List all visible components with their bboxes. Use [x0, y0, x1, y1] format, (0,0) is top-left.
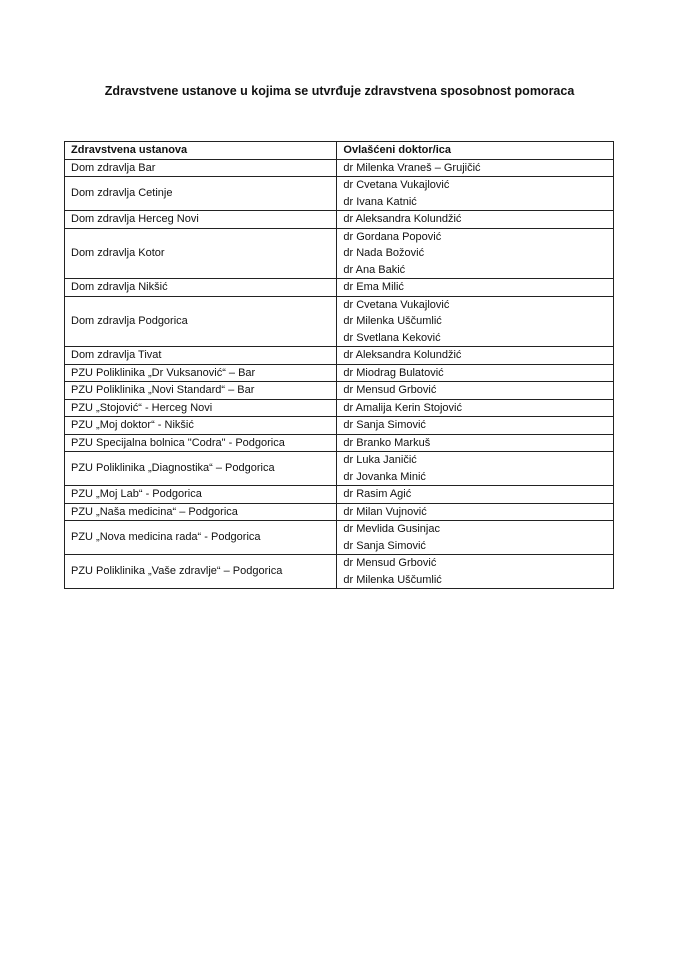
doctor-name: dr Milan Vujnović — [343, 505, 427, 518]
doctor-cell — [337, 503, 614, 521]
table-row — [65, 382, 614, 400]
institution-cell: Dom zdravlja Podgorica — [65, 296, 337, 347]
table-row — [65, 555, 614, 589]
doctor-cell — [337, 399, 614, 417]
institution-cell: Dom zdravlja Herceg Novi — [65, 211, 337, 229]
doctor-name: dr Sanja Simović — [343, 539, 426, 552]
institution-cell: Dom zdravlja Cetinje — [65, 177, 337, 211]
doctor-name: dr Luka Janičić — [343, 454, 417, 466]
doctor-name: dr Miodrag Bulatović — [343, 366, 444, 379]
table-row — [65, 159, 614, 177]
doctor-name: dr Milenka Uščumlić — [343, 573, 442, 586]
table-row — [65, 347, 614, 365]
institution-cell: PZU Poliklinika „Novi Standard“ – Bar — [65, 382, 337, 400]
doctor-name: dr Cvetana Vukajlović — [343, 298, 450, 311]
doctor-name: dr Sanja Simović — [343, 419, 426, 431]
table-row — [65, 417, 614, 435]
table-row — [65, 399, 614, 417]
institutions-table — [64, 141, 614, 589]
doctor-cell — [337, 486, 614, 504]
institution-cell: PZU Poliklinika „Vaše zdravlje“ – Podgorica — [65, 555, 337, 589]
header-doctor: Ovlašćeni doktor/ica — [337, 142, 614, 160]
table-row — [65, 228, 614, 279]
doctor-name: dr Aleksandra Kolundžić — [343, 349, 462, 361]
institution-cell: PZU „Moj Lab“ - Podgorica — [65, 486, 337, 504]
doctor-name: dr Svetlana Keković — [343, 331, 441, 344]
doctor-cell — [337, 347, 614, 365]
doctor-name: dr Cvetana Vukajlović — [343, 179, 450, 191]
doctor-name: dr Amalija Kerin Stojović — [343, 401, 462, 414]
doctor-cell — [337, 521, 614, 555]
doctor-cell — [337, 364, 614, 382]
doctor-name: dr Mensud Grbović — [343, 384, 437, 396]
doctor-cell — [337, 211, 614, 229]
doctor-cell — [337, 228, 614, 279]
table-row — [65, 486, 614, 504]
institution-cell: PZU „Naša medicina“ – Podgorica — [65, 503, 337, 521]
doctor-cell — [337, 555, 614, 589]
doctor-cell — [337, 159, 614, 177]
table-header-row — [65, 142, 614, 160]
doctor-cell — [337, 434, 614, 452]
doctor-name: dr Milenka Vraneš – Grujičić — [343, 161, 481, 174]
doctor-name: dr Milenka Uščumlić — [343, 315, 442, 327]
institution-cell: Dom zdravlja Bar — [65, 159, 337, 177]
doctor-name: dr Gordana Popović — [343, 230, 442, 243]
table-row — [65, 364, 614, 382]
institution-cell: Dom zdravlja Nikšić — [65, 279, 337, 297]
table-row — [65, 296, 614, 347]
doctor-cell — [337, 279, 614, 297]
institution-cell: PZU Poliklinika „Diagnostika“ – Podgorica — [65, 452, 337, 486]
institution-cell: Dom zdravlja Tivat — [65, 347, 337, 365]
doctor-name: dr Nada Božović — [343, 247, 425, 259]
table-row — [65, 434, 614, 452]
institution-cell: PZU „Moj doktor“ - Nikšić — [65, 417, 337, 435]
table-row — [65, 452, 614, 486]
institution-cell: PZU „Nova medicina rada“ - Podgorica — [65, 521, 337, 555]
institution-cell: Dom zdravlja Kotor — [65, 228, 337, 279]
doctor-cell — [337, 177, 614, 211]
doctor-name: dr Rasim Agić — [343, 488, 412, 500]
table-row — [65, 211, 614, 229]
table-row — [65, 279, 614, 297]
table-row — [65, 177, 614, 211]
doctor-cell — [337, 452, 614, 486]
institution-cell: PZU „Stojović“ - Herceg Novi — [65, 399, 337, 417]
doctor-name: dr Mevlida Gusinjac — [343, 523, 440, 535]
doctor-name: dr Ema Milić — [343, 281, 404, 293]
table-row — [65, 521, 614, 555]
doctor-cell — [337, 296, 614, 347]
header-institution: Zdravstvena ustanova — [65, 142, 337, 160]
doctor-cell — [337, 382, 614, 400]
table-body — [65, 159, 614, 589]
doctor-cell — [337, 417, 614, 435]
doctor-name: dr Aleksandra Kolundžić — [343, 213, 462, 225]
doctor-name: dr Jovanka Minić — [343, 470, 426, 483]
page-title: Zdravstvene ustanove u kojima se utvrđuje zdravstvena sposobnost pomoraca — [104, 84, 575, 98]
doctor-name: dr Ana Bakić — [343, 263, 406, 276]
institution-cell: PZU Poliklinika „Dr Vuksanović“ – Bar — [65, 364, 337, 382]
doctor-name: dr Mensud Grbović — [343, 557, 437, 569]
institution-cell: PZU Specijalna bolnica "Codra" - Podgorica — [65, 434, 337, 452]
doctor-name: dr Ivana Katnić — [343, 195, 417, 208]
doctor-name: dr Branko Markuš — [343, 436, 431, 449]
table-row — [65, 503, 614, 521]
